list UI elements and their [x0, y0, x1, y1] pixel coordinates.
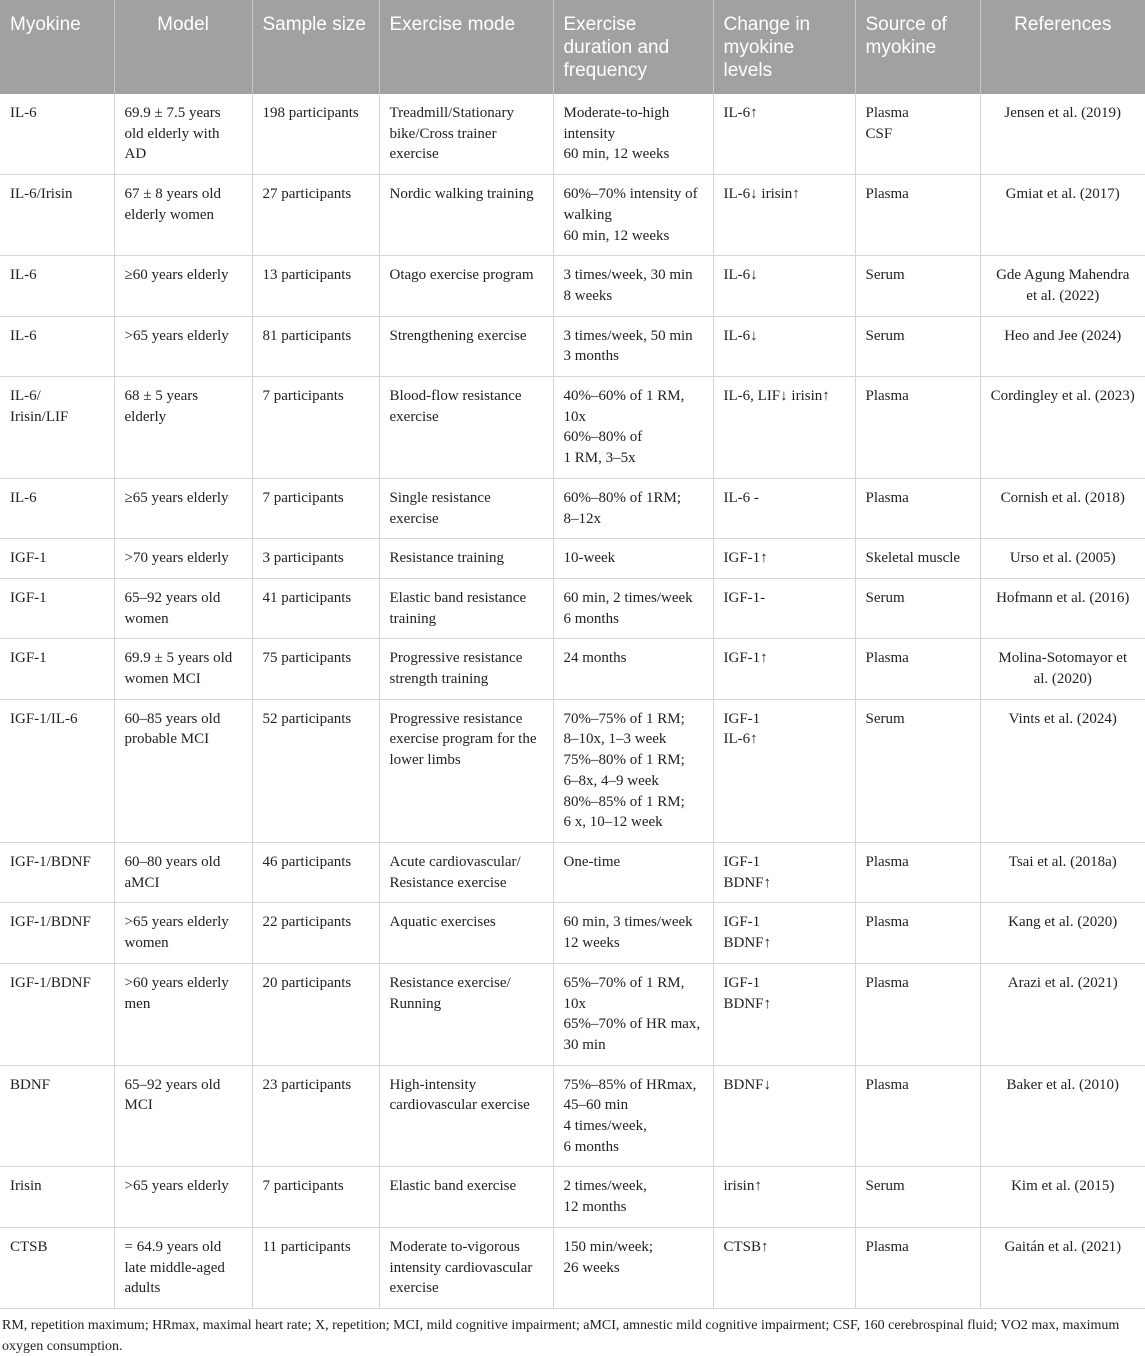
model-cell: 65–92 years old women — [114, 578, 252, 638]
sample-size-cell: 52 participants — [252, 699, 379, 842]
source-cell: Plasma — [855, 175, 980, 256]
reference-cell: Urso et al. (2005) — [980, 539, 1145, 579]
source-cell: Plasma — [855, 963, 980, 1065]
sample-size-cell: 41 participants — [252, 578, 379, 638]
model-cell: >65 years elderly — [114, 316, 252, 376]
sample-size-cell: 27 participants — [252, 175, 379, 256]
exercise-mode-cell: Resistance exercise/ Running — [379, 963, 553, 1065]
model-cell: >65 years elderly — [114, 1167, 252, 1227]
sample-size-cell: 23 participants — [252, 1065, 379, 1167]
reference-cell: Arazi et al. (2021) — [980, 963, 1145, 1065]
myokine-cell: IGF-1 — [0, 639, 114, 699]
header-exercise-duration: Exercise duration and frequency — [553, 0, 713, 94]
exercise-mode-cell: Moderate to-vigorous intensity cardiovascular exercise — [379, 1227, 553, 1308]
duration-cell: 60 min, 2 times/week 6 months — [553, 578, 713, 638]
myokine-cell: IGF-1 — [0, 578, 114, 638]
change-cell: IGF-1 IL-6↑ — [713, 699, 855, 842]
table-header-row — [0, 0, 1145, 94]
duration-cell: One-time — [553, 842, 713, 902]
myokine-cell: IL-6/ Irisin/LIF — [0, 377, 114, 479]
sample-size-cell: 198 participants — [252, 94, 379, 175]
source-cell: Serum — [855, 316, 980, 376]
sample-size-cell: 7 participants — [252, 478, 379, 538]
exercise-mode-cell: Progressive resistance exercise program for the lower limbs — [379, 699, 553, 842]
exercise-mode-cell: Single resistance exercise — [379, 478, 553, 538]
myokine-cell: IGF-1 — [0, 539, 114, 579]
duration-cell: 60%–80% of 1RM; 8–12x — [553, 478, 713, 538]
sample-size-cell: 22 participants — [252, 903, 379, 963]
header-references: References — [980, 0, 1145, 94]
header-sample-size: Sample size — [252, 0, 379, 94]
model-cell: ≥65 years elderly — [114, 478, 252, 538]
change-cell: IL-6↓ — [713, 256, 855, 316]
exercise-mode-cell: Otago exercise program — [379, 256, 553, 316]
duration-cell: Moderate-to-high intensity 60 min, 12 weeks — [553, 94, 713, 175]
model-cell: >60 years elderly men — [114, 963, 252, 1065]
reference-cell: Kang et al. (2020) — [980, 903, 1145, 963]
myokine-cell: IGF-1/BDNF — [0, 842, 114, 902]
reference-cell: Gmiat et al. (2017) — [980, 175, 1145, 256]
change-cell: IL-6↓ — [713, 316, 855, 376]
table-row — [0, 903, 1145, 963]
reference-cell: Cornish et al. (2018) — [980, 478, 1145, 538]
reference-cell: Vints et al. (2024) — [980, 699, 1145, 842]
table-row — [0, 478, 1145, 538]
table-body — [0, 94, 1145, 1308]
source-cell: Plasma — [855, 639, 980, 699]
change-cell: IGF-1 BDNF↑ — [713, 963, 855, 1065]
table-row — [0, 539, 1145, 579]
model-cell: 69.9 ± 7.5 years old elderly with AD — [114, 94, 252, 175]
source-cell: Skeletal muscle — [855, 539, 980, 579]
model-cell: = 64.9 years old late middle-aged adults — [114, 1227, 252, 1308]
source-cell: Serum — [855, 699, 980, 842]
duration-cell: 70%–75% of 1 RM; 8–10x, 1–3 week 75%–80% of 1 RM; 6–8x, 4–9 week 80%–85% of 1 RM; 6 x, 10–12 week — [553, 699, 713, 842]
myokine-cell: IGF-1/BDNF — [0, 963, 114, 1065]
myokine-cell: IL-6 — [0, 316, 114, 376]
reference-cell: Cordingley et al. (2023) — [980, 377, 1145, 479]
myokine-cell: IL-6/Irisin — [0, 175, 114, 256]
table-row — [0, 256, 1145, 316]
exercise-mode-cell: High-intensity cardiovascular exercise — [379, 1065, 553, 1167]
header-exercise-mode: Exercise mode — [379, 0, 553, 94]
duration-cell: 60 min, 3 times/week 12 weeks — [553, 903, 713, 963]
duration-cell: 60%–70% intensity of walking 60 min, 12 weeks — [553, 175, 713, 256]
source-cell: Serum — [855, 256, 980, 316]
exercise-mode-cell: Resistance training — [379, 539, 553, 579]
change-cell: IL-6↑ — [713, 94, 855, 175]
table-row — [0, 175, 1145, 256]
table-footnote: RM, repetition maximum; HRmax, maximal heart rate; X, repetition; MCI, mild cognitive impairment; aMCI, amnestic mild cognitive impairment; CSF, 160 cerebrospinal fluid; VO2 max, maximum oxygen consumption. — [2, 1317, 1120, 1354]
model-cell: 68 ± 5 years elderly — [114, 377, 252, 479]
exercise-mode-cell: Aquatic exercises — [379, 903, 553, 963]
change-cell: IL-6↓ irisin↑ — [713, 175, 855, 256]
duration-cell: 3 times/week, 30 min 8 weeks — [553, 256, 713, 316]
source-cell: Plasma — [855, 903, 980, 963]
table-row — [0, 699, 1145, 842]
header-source: Source of myokine — [855, 0, 980, 94]
reference-cell: Baker et al. (2010) — [980, 1065, 1145, 1167]
exercise-mode-cell: Elastic band exercise — [379, 1167, 553, 1227]
change-cell: IGF-1- — [713, 578, 855, 638]
source-cell: Plasma CSF — [855, 94, 980, 175]
exercise-mode-cell: Strengthening exercise — [379, 316, 553, 376]
reference-cell: Gde Agung Mahendra et al. (2022) — [980, 256, 1145, 316]
reference-cell: Kim et al. (2015) — [980, 1167, 1145, 1227]
reference-cell: Tsai et al. (2018a) — [980, 842, 1145, 902]
table-row — [0, 639, 1145, 699]
reference-cell: Molina-Sotomayor et al. (2020) — [980, 639, 1145, 699]
duration-cell: 65%–70% of 1 RM, 10x 65%–70% of HR max, 30 min — [553, 963, 713, 1065]
sample-size-cell: 20 participants — [252, 963, 379, 1065]
exercise-mode-cell: Blood-flow resistance exercise — [379, 377, 553, 479]
sample-size-cell: 7 participants — [252, 1167, 379, 1227]
table-row — [0, 94, 1145, 175]
table-row — [0, 316, 1145, 376]
myokine-cell: IL-6 — [0, 478, 114, 538]
model-cell: 65–92 years old MCI — [114, 1065, 252, 1167]
source-cell: Plasma — [855, 1065, 980, 1167]
table-row — [0, 1227, 1145, 1308]
source-cell: Plasma — [855, 377, 980, 479]
change-cell: irisin↑ — [713, 1167, 855, 1227]
change-cell: CTSB↑ — [713, 1227, 855, 1308]
myokine-cell: IL-6 — [0, 256, 114, 316]
duration-cell: 3 times/week, 50 min 3 months — [553, 316, 713, 376]
duration-cell: 2 times/week, 12 months — [553, 1167, 713, 1227]
table-row — [0, 842, 1145, 902]
change-cell: IGF-1↑ — [713, 639, 855, 699]
change-cell: IGF-1↑ — [713, 539, 855, 579]
exercise-mode-cell: Nordic walking training — [379, 175, 553, 256]
change-cell: IGF-1 BDNF↑ — [713, 903, 855, 963]
duration-cell: 150 min/week; 26 weeks — [553, 1227, 713, 1308]
source-cell: Plasma — [855, 478, 980, 538]
reference-cell: Jensen et al. (2019) — [980, 94, 1145, 175]
sample-size-cell: 75 participants — [252, 639, 379, 699]
table-row — [0, 1167, 1145, 1227]
sample-size-cell: 7 participants — [252, 377, 379, 479]
change-cell: IL-6, LIF↓ irisin↑ — [713, 377, 855, 479]
exercise-mode-cell: Elastic band resistance training — [379, 578, 553, 638]
model-cell: 67 ± 8 years old elderly women — [114, 175, 252, 256]
model-cell: 60–80 years old aMCI — [114, 842, 252, 902]
reference-cell: Heo and Jee (2024) — [980, 316, 1145, 376]
sample-size-cell: 3 participants — [252, 539, 379, 579]
source-cell: Plasma — [855, 1227, 980, 1308]
sample-size-cell: 46 participants — [252, 842, 379, 902]
model-cell: >65 years elderly women — [114, 903, 252, 963]
sample-size-cell: 13 participants — [252, 256, 379, 316]
model-cell: ≥60 years elderly — [114, 256, 252, 316]
model-cell: 69.9 ± 5 years old women MCI — [114, 639, 252, 699]
sample-size-cell: 11 participants — [252, 1227, 379, 1308]
myokine-cell: BDNF — [0, 1065, 114, 1167]
change-cell: IL-6 - — [713, 478, 855, 538]
table-row — [0, 1065, 1145, 1167]
change-cell: IGF-1 BDNF↑ — [713, 842, 855, 902]
exercise-mode-cell: Progressive resistance strength training — [379, 639, 553, 699]
header-myokine: Myokine — [0, 0, 114, 94]
model-cell: 60–85 years old probable MCI — [114, 699, 252, 842]
myokine-cell: IL-6 — [0, 94, 114, 175]
myokine-cell: IGF-1/IL-6 — [0, 699, 114, 842]
change-cell: BDNF↓ — [713, 1065, 855, 1167]
exercise-mode-cell: Treadmill/Stationary bike/Cross trainer exercise — [379, 94, 553, 175]
source-cell: Serum — [855, 578, 980, 638]
table-row — [0, 963, 1145, 1065]
reference-cell: Gaitán et al. (2021) — [980, 1227, 1145, 1308]
header-model: Model — [114, 0, 252, 94]
duration-cell: 24 months — [553, 639, 713, 699]
exercise-mode-cell: Acute cardiovascular/ Resistance exercise — [379, 842, 553, 902]
table-row — [0, 578, 1145, 638]
myokine-cell: Irisin — [0, 1167, 114, 1227]
model-cell: >70 years elderly — [114, 539, 252, 579]
duration-cell: 40%–60% of 1 RM, 10x 60%–80% of 1 RM, 3–5x — [553, 377, 713, 479]
header-change-in-levels: Change in myokine levels — [713, 0, 855, 94]
duration-cell: 10-week — [553, 539, 713, 579]
table-row — [0, 377, 1145, 479]
source-cell: Plasma — [855, 842, 980, 902]
sample-size-cell: 81 participants — [252, 316, 379, 376]
source-cell: Serum — [855, 1167, 980, 1227]
reference-cell: Hofmann et al. (2016) — [980, 578, 1145, 638]
myokine-cell: CTSB — [0, 1227, 114, 1308]
myokine-cell: IGF-1/BDNF — [0, 903, 114, 963]
duration-cell: 75%–85% of HRmax, 45–60 min 4 times/week, 6 months — [553, 1065, 713, 1167]
